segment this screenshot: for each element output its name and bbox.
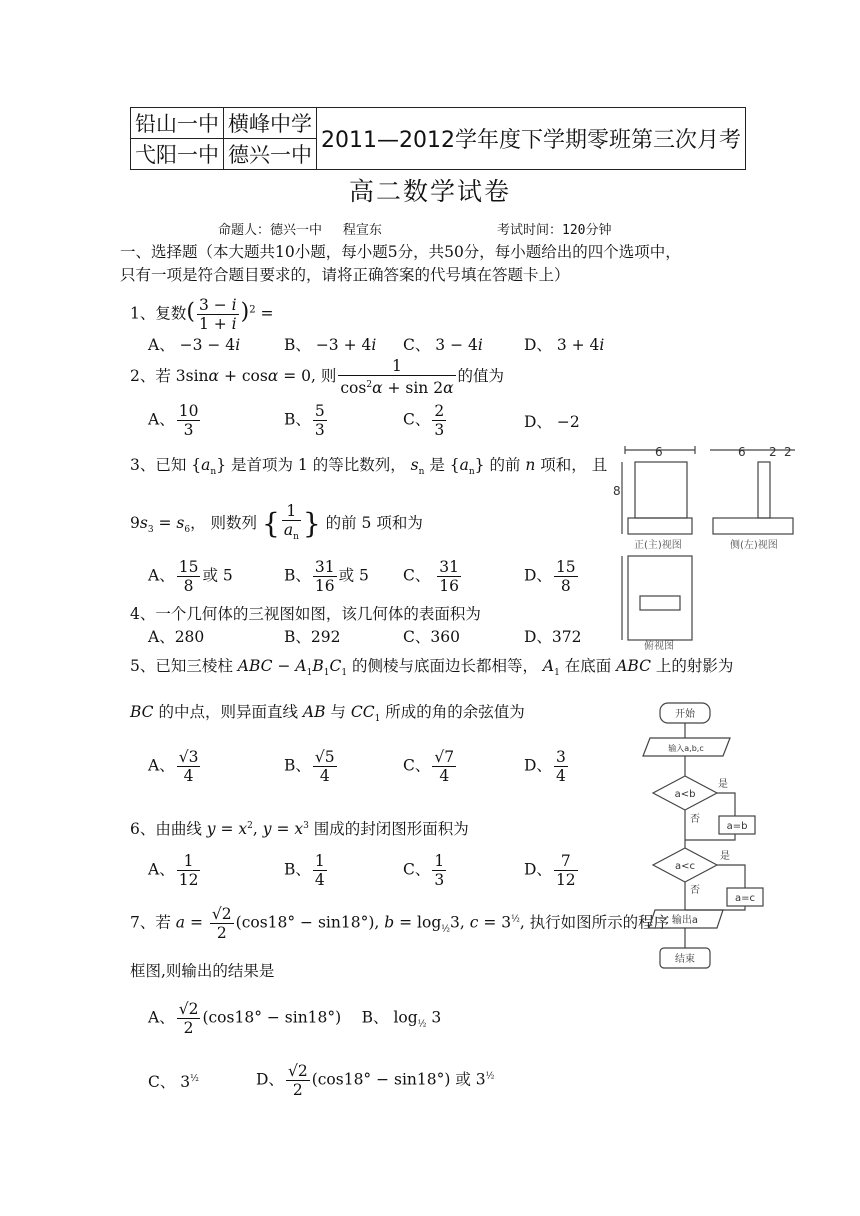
dim-label: 6 (655, 445, 663, 459)
header-table (130, 107, 746, 170)
school-name: 横峰中学 (224, 108, 317, 139)
question-7-line1: 7、若 a = $\frac{√2}{2}$ (cos18° − sin18°), $b = \log_{\frac{1}{2}}3$, $c = 3^{\frac{1}{2}}$, 执行如图所示的程序 (130, 905, 670, 942)
page-title: 高二数学试卷 (348, 177, 511, 206)
flow-yes-label: 是 (718, 779, 728, 790)
flow-assign-1-label: a=b (726, 821, 748, 832)
top-view-label: 俯视图 (644, 641, 674, 652)
school-name: 德兴一中 (224, 139, 317, 170)
q7-option-d: D、 $\frac{√2}{2}$ (cos18° − sin18°) 或 $3^{\frac{1}{2}}$ (256, 1062, 495, 1099)
flow-no-label: 否 (690, 814, 700, 825)
three-view-figure (610, 440, 810, 652)
q3-option-d: D、 $\frac{15}{8}$ (524, 558, 576, 595)
q2-option-a: A、 $\frac{10}{3}$ (148, 402, 199, 439)
exam-time: 考试时间：120分钟 (497, 223, 612, 238)
dim-label: 2 (784, 445, 792, 459)
section-intro-2: 只有一项是符合题目要求的，请将正确答案的代号填在答题卡上） (120, 266, 570, 284)
question-6: 6、由曲线 $y = x^2$, $y = x^3$ 围成的封闭图形面积为 (130, 820, 469, 839)
question-3-line2: $9s_3 = s_6$， 则数列 { $\frac{1}{a_n}$ } 的前 5 项和为 (130, 502, 423, 543)
q3-option-b: B、 $\frac{31}{16}$ 或 5 (284, 558, 369, 595)
exam-title: 2011—2012学年度下学期零班第三次月考 (317, 108, 746, 170)
top-view-inner (640, 596, 680, 610)
top-view-outer (628, 556, 692, 640)
q1-option-c: C、 3 − 4i (403, 336, 483, 354)
q4-option-a: A、280 (148, 628, 205, 646)
dim-label: 6 (738, 445, 746, 459)
question-2: 2、若 3sinα + cosα = 0, 则 $\frac{1}{\cos^2\alpha + \sin 2\alpha}$ 的值为 (130, 357, 505, 398)
flow-output-label: 输出a (671, 915, 699, 926)
q2-option-c: C、 $\frac{2}{3}$ (403, 402, 445, 439)
flow-end-label: 结束 (675, 954, 695, 965)
q6-option-b: B、 $\frac{1}{4}$ (284, 852, 325, 889)
q4-option-d: D、372 (524, 628, 582, 646)
q2-option-d: D、 −2 (524, 413, 580, 431)
dim-label: 2 (769, 445, 777, 459)
side-view-label: 侧(左)视图 (730, 540, 778, 551)
q3-option-a: A、 $\frac{15}{8}$ 或 5 (148, 558, 233, 595)
q4-option-b: B、292 (284, 628, 341, 646)
question-4: 4、一个几何体的三视图如图，该几何体的表面积为 (130, 605, 481, 623)
question-5-line1: 5、已知三棱柱 ABC − $A_1B_1C_1$ 的侧棱与底面边长都相等， $A_1$ 在底面 ABC 上的射影为 (130, 657, 734, 679)
flow-decision-1-label: a<b (674, 789, 696, 800)
q5-option-a: A、 $\frac{√3}{4}$ (148, 748, 199, 785)
flow-no-label: 否 (690, 885, 700, 896)
dim-label: 8 (613, 484, 621, 498)
q1-option-b: B、 −3 + 4i (284, 336, 377, 354)
school-name: 弋阳一中 (131, 139, 224, 170)
q6-option-d: D、 $\frac{7}{12}$ (524, 852, 576, 889)
q7-option-a: A、 $\frac{√2}{2}$ (cos18° − sin18°) B、 $\log_{\frac{1}{2}} 3$ (148, 1000, 442, 1037)
q1-label: 1、复数 (130, 304, 187, 323)
q4-option-c: C、360 (403, 628, 460, 646)
flowchart-figure (635, 698, 770, 976)
q5-option-b: B、 $\frac{√5}{4}$ (284, 748, 335, 785)
section-intro-1: 一、选择题（本大题共10小题，每小题5分，共50分，每小题给出的四个选项中， (120, 243, 681, 261)
question-1: 1、复数( $\frac{3 - i}{1 + i}$ )$^2$ = (130, 296, 274, 333)
flow-start-label: 开始 (675, 709, 695, 720)
flow-assign-2-label: a=c (734, 893, 756, 904)
q1-option-a: A、 −3 − 4i (148, 336, 241, 354)
q3-option-c: C、 $\frac{31}{16}$ (403, 558, 460, 595)
author-line: 命题人：德兴一中 程宣东 (218, 223, 382, 238)
question-7-line2: 框图,则输出的结果是 (130, 962, 275, 980)
q6-option-a: A、 $\frac{1}{12}$ (148, 852, 199, 889)
flow-decision-2-label: a<c (674, 861, 696, 872)
school-name: 铅山一中 (131, 108, 224, 139)
side-view-base (713, 518, 793, 534)
front-view-label: 正(主)视图 (634, 540, 682, 551)
q5-option-c: C、 $\frac{√7}{4}$ (403, 748, 455, 785)
front-view-base (628, 518, 692, 534)
q6-option-c: C、 $\frac{1}{3}$ (403, 852, 445, 889)
flow-input-label: 输入a,b,c (668, 744, 704, 753)
q1-option-d: D、 3 + 4i (524, 336, 605, 354)
q2-option-b: B、 $\frac{5}{3}$ (284, 402, 325, 439)
q7-option-c: C、 $3^{\frac{1}{2}}$ (148, 1073, 199, 1091)
q5-option-d: D、 $\frac{3}{4}$ (524, 748, 566, 785)
flow-yes-label: 是 (720, 851, 730, 862)
question-3-line1: 3、已知 $\{a_n\}$ 是首项为 1 的等比数列， $s_n$ 是 $\{a_n\}$ 的前 n 项和， 且 (130, 456, 608, 478)
side-view-upper (758, 462, 770, 518)
question-5-line2: BC 的中点，则异面直线 AB 与 $CC_1$ 所成的角的余弦值为 (130, 703, 525, 725)
front-view-upper (635, 462, 687, 518)
